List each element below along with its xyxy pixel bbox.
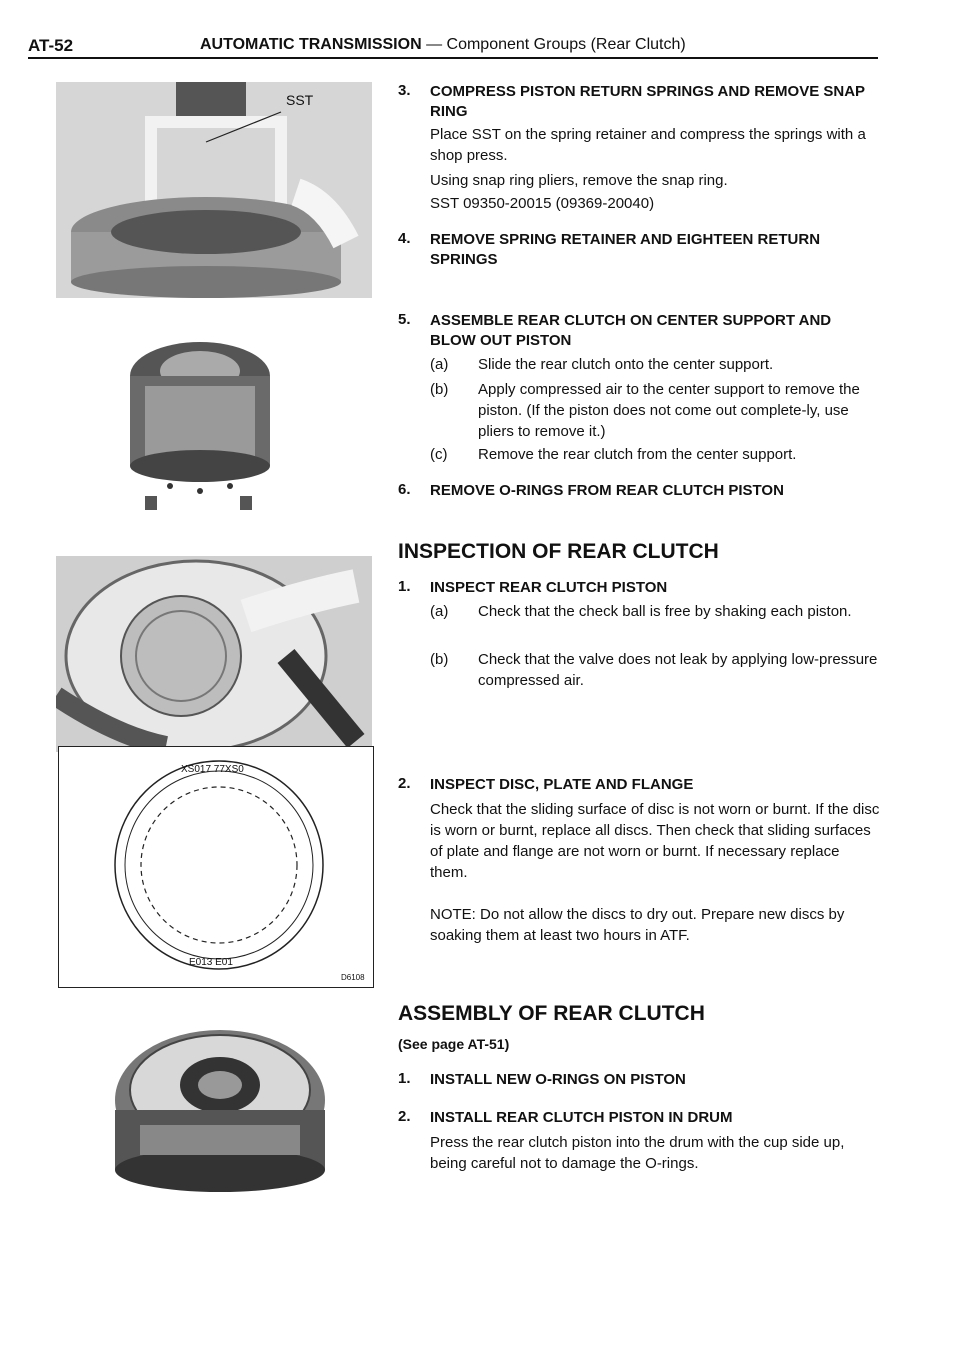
page-title (200, 36, 686, 54)
inspection-step-2-note: NOTE: Do not allow the discs to dry out. Prepare new discs by soaking them at least two hours in ATF. (430, 906, 845, 944)
inspection-step-2-text: Check that the sliding surface of disc is not worn or burnt. If the disc is worn or burnt, replace all discs. Then check that sliding surfaces of plate and flange are not worn or burnt. If necessary replace them. (430, 801, 880, 881)
sub-key: (b) (430, 381, 449, 398)
sub-key: (b) (430, 651, 449, 668)
step-heading: INSPECT DISC, PLATE AND FLANGE (430, 776, 694, 793)
sub-text: Slide the rear clutch onto the center support. (478, 356, 774, 373)
step-3-para-1: Place SST on the spring retainer and compress the springs with a shop press. (430, 126, 866, 164)
assembly-section (398, 1002, 888, 1182)
disc-text-bottom: E013 E01 (189, 957, 233, 968)
step-heading: INSTALL REAR CLUTCH PISTON IN DRUM (430, 1109, 733, 1126)
title-rest: — Component Groups (Rear Clutch) (421, 36, 686, 53)
page-number: AT-52 (28, 36, 74, 55)
step-number: 1. (398, 1070, 411, 1087)
figure-air-gun-photo (56, 556, 372, 752)
step-number: 3. (398, 82, 411, 99)
step-number: 2. (398, 1108, 411, 1125)
sub-text: Apply compressed air to the center support to remove the piston. (If the piston does not come out complete-ly, use pliers to remove it.) (478, 381, 860, 440)
step-heading: COMPRESS PISTON RETURN SPRINGS AND REMOVE SNAP RING (430, 83, 865, 120)
step-heading: INSTALL NEW O-RINGS ON PISTON (430, 1071, 686, 1088)
step-number: 4. (398, 230, 411, 247)
step-number: 5. (398, 311, 411, 328)
sub-key: (a) (430, 356, 449, 373)
sub-key: (a) (430, 603, 449, 620)
step-number: 6. (398, 481, 411, 498)
steps-disassembly (398, 82, 888, 522)
disc-text-top: XS017 77XS0 (181, 764, 244, 775)
step-number: 1. (398, 578, 411, 595)
step-heading: ASSEMBLE REAR CLUTCH ON CENTER SUPPORT AND BLOW OUT PISTON (430, 312, 832, 349)
step-3-para-2: Using snap ring pliers, remove the snap ring. (430, 172, 728, 189)
sub-text: Check that the check ball is free by shaking each piston. (478, 603, 852, 620)
step-3-sst-code: SST 09350-20015 (09369-20040) (430, 195, 655, 212)
assembly-step-2-text: Press the rear clutch piston into the drum with the cup side up, being careful not to damage the O-rings. (430, 1134, 845, 1172)
inspection-section (398, 540, 888, 960)
step-heading: REMOVE O-RINGS FROM REAR CLUTCH PISTON (430, 482, 784, 499)
inspection-title: INSPECTION OF REAR CLUTCH (398, 540, 719, 563)
step-number: 2. (398, 775, 411, 792)
title-bold: AUTOMATIC TRANSMISSION (200, 36, 422, 53)
header-rule (28, 57, 878, 59)
figure-sst-press-photo (56, 82, 372, 298)
sub-text: Check that the valve does not leak by applying low-pressure compressed air. (478, 651, 878, 689)
sst-label: SST (286, 92, 314, 108)
figure-spring-retainer-photo (90, 316, 310, 524)
step-heading: INSPECT REAR CLUTCH PISTON (430, 579, 668, 596)
figure-clutch-disc-drawing (58, 746, 374, 988)
see-page-reference: (See page AT-51) (398, 1036, 510, 1052)
page-header (28, 28, 878, 58)
step-heading: REMOVE SPRING RETAINER AND EIGHTEEN RETURN SPRINGS (430, 231, 821, 268)
figure-code: D6108 (341, 973, 365, 982)
sub-text: Remove the rear clutch from the center support. (478, 446, 797, 463)
assembly-title: ASSEMBLY OF REAR CLUTCH (398, 1002, 705, 1025)
sub-key: (c) (430, 446, 448, 463)
figure-clutch-drum-photo (100, 1010, 360, 1210)
